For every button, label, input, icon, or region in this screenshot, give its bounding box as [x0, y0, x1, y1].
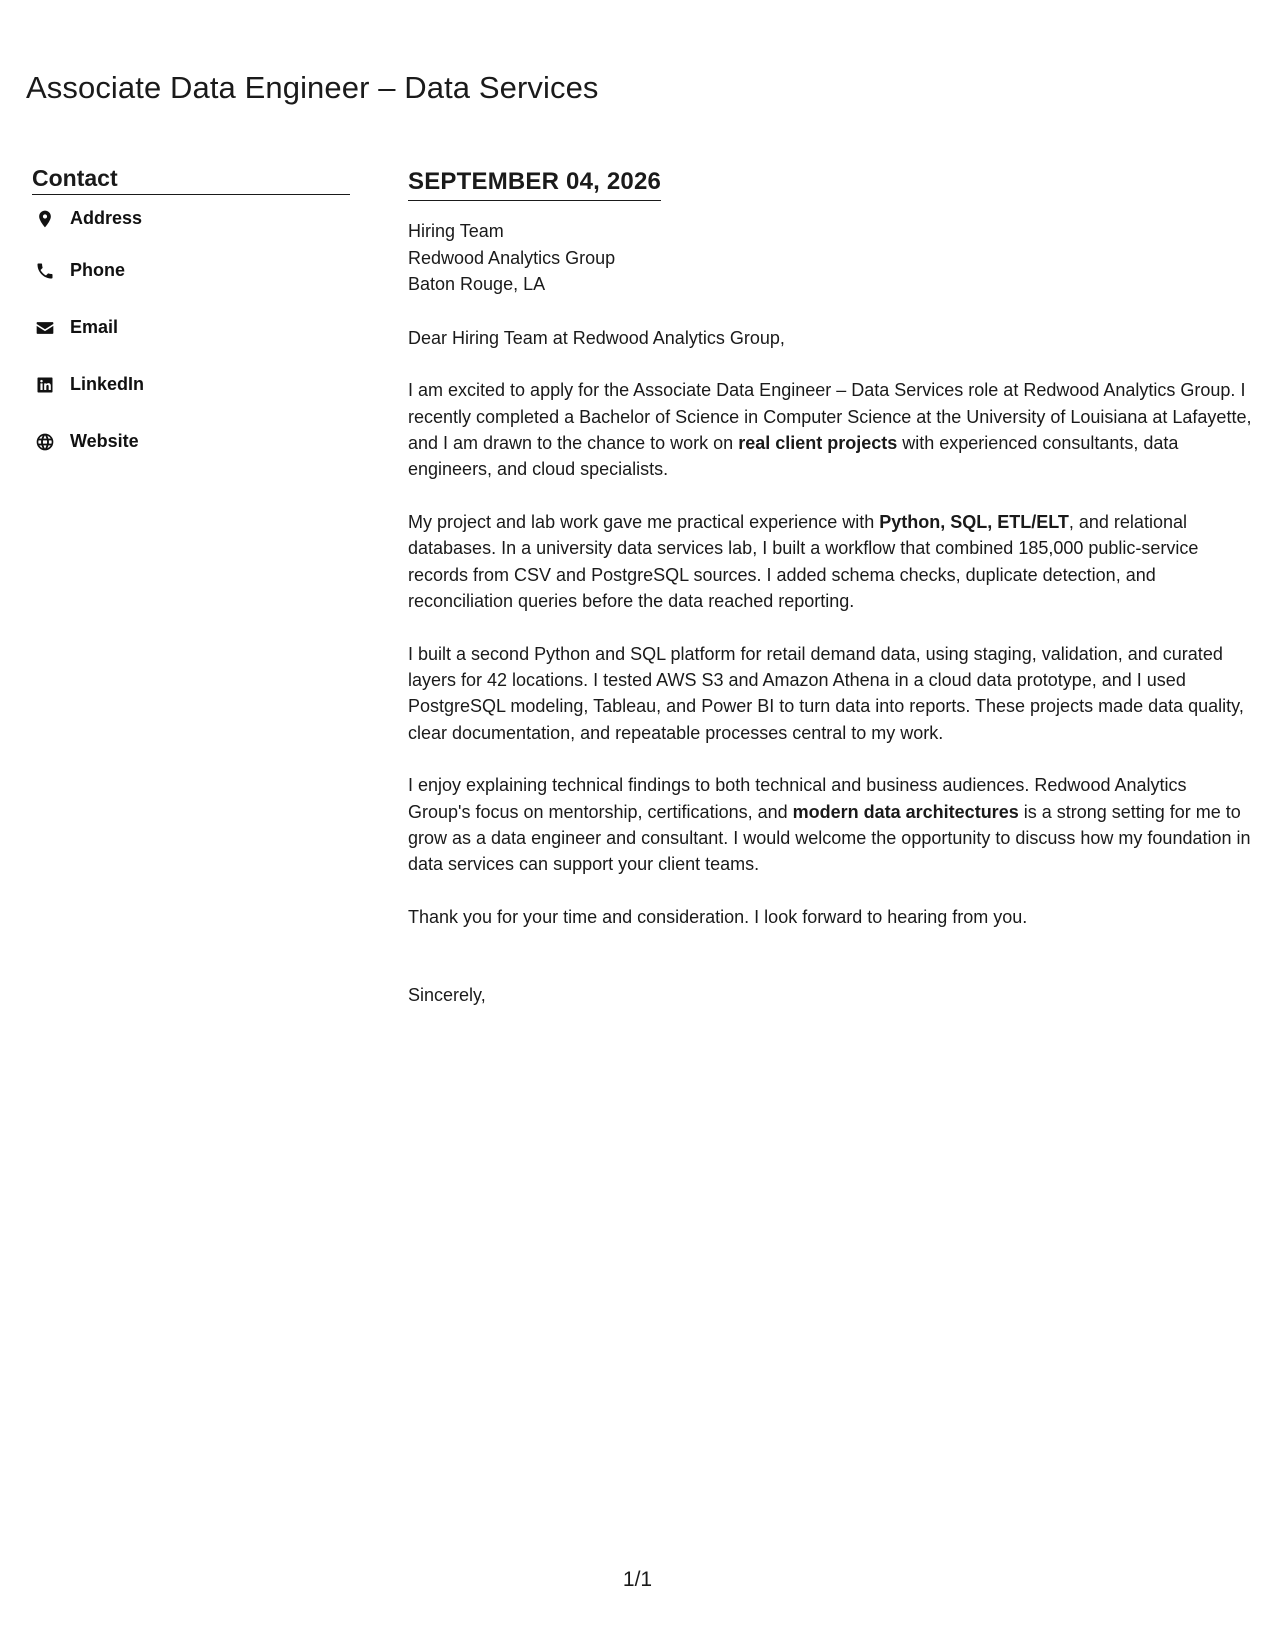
paragraph-intro: I am excited to apply for the Associate Data Engineer – Data Services role at Redwood Analytics Group. I recently completed a Bachelor of Science in Computer Science at the University of Louisiana at Lafayette, and I am drawn to the chance to work on real client projects with experienced consultants, data engineers, and cloud specialists. — [408, 380, 1252, 480]
contact-sidebar — [32, 165, 350, 470]
globe-icon — [34, 431, 56, 453]
contact-item-website — [32, 413, 350, 470]
contact-heading: Contact — [32, 165, 350, 195]
linkedin-icon — [34, 374, 56, 396]
recipient-block — [408, 218, 1253, 298]
letter-body — [408, 168, 1253, 1035]
paragraph-experience: My project and lab work gave me practical experience with Python, SQL, ETL/ELT, and relational databases. In a university data services lab, I built a workflow that combined 185,000 public-service records from CSV and PostgreSQL sources. I added schema checks, duplicate detection, and reconciliation queries before the data reached reporting. — [408, 511, 1199, 611]
recipient-line: Redwood Analytics Group — [408, 247, 616, 268]
contact-item-address — [32, 195, 350, 242]
recipient-line: Hiring Team — [408, 221, 504, 241]
contact-item-email — [32, 299, 350, 356]
contact-label-website: Website — [70, 431, 139, 451]
paragraph-thanks: Thank you for your time and consideration. I look forward to hearing from you. — [408, 907, 1028, 928]
emphasis-text: real client projects — [738, 432, 898, 453]
letter-date: SEPTEMBER 04, 2026 — [408, 168, 661, 201]
page-number: 1/1 — [622, 1568, 653, 1591]
paragraph-projects: I built a second Python and SQL platform for retail demand data, using staging, validation, and curated layers for 42 locations. I tested AWS S3 and Amazon Athena in a cloud data prototype, and I used PostgreSQL modeling, Tableau, and Power BI to turn data into reports. These projects made data quality, clear documentation, and repeatable processes central to my work. — [408, 643, 1244, 743]
contact-label-email: Email — [70, 317, 119, 337]
contact-item-phone — [32, 242, 350, 299]
salutation: Dear Hiring Team at Redwood Analytics Group, — [408, 327, 785, 348]
contact-label-linkedin: LinkedIn — [70, 374, 145, 394]
contact-list — [32, 195, 350, 470]
contact-label-phone: Phone — [70, 260, 126, 280]
contact-item-linkedin — [32, 356, 350, 413]
closing: Sincerely, — [408, 985, 486, 1006]
map-pin-icon — [34, 208, 56, 230]
contact-label-address: Address — [70, 208, 143, 228]
emphasis-text: modern data architectures — [792, 801, 1019, 822]
letter-text — [408, 325, 1253, 1009]
envelope-icon — [34, 317, 56, 339]
phone-icon — [34, 260, 56, 282]
emphasis-text: Python, SQL, ETL/ELT — [879, 511, 1069, 532]
paragraph-motivation: I enjoy explaining technical findings to both technical and business audiences. Redwood Analytics Group's focus on mentorship, certifications, and modern data architectures is a strong setting for me to grow as a data engineer and consultant. I would welcome the opportunity to discuss how my foundation in data services can support your client teams. — [408, 775, 1251, 875]
recipient-line: Baton Rouge, LA — [408, 274, 546, 294]
page-title: Associate Data Engineer – Data Services — [26, 70, 599, 105]
